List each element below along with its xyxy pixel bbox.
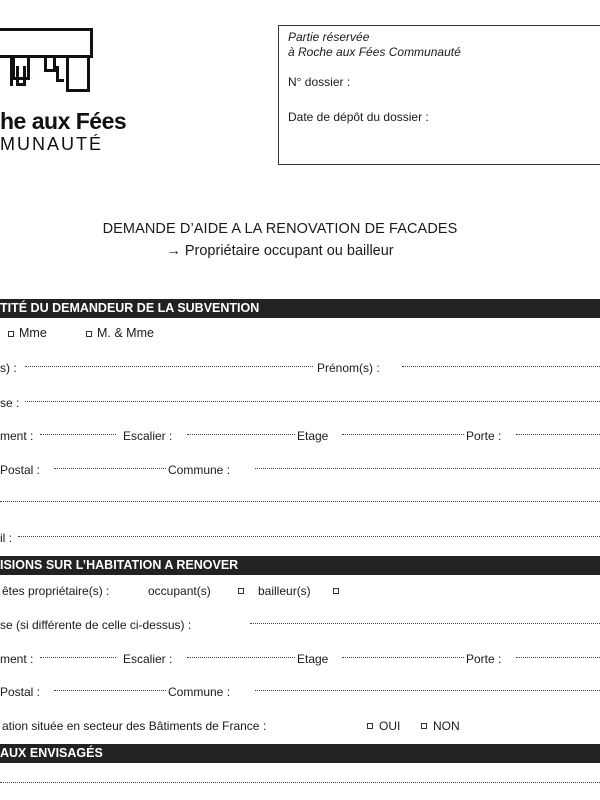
nom-input[interactable] xyxy=(25,366,313,367)
housing-postal-label: Postal : xyxy=(0,685,41,699)
housing-address-row xyxy=(0,617,600,633)
etage-input[interactable] xyxy=(342,434,464,435)
address-row xyxy=(0,395,600,411)
occupant-checkbox[interactable] xyxy=(238,588,244,594)
batiment-label: ment : xyxy=(0,429,34,443)
escalier-label: Escalier : xyxy=(123,429,173,443)
deposit-date-field[interactable]: Date de dépôt du dossier : xyxy=(288,110,429,124)
dossier-number-field[interactable]: N° dossier : xyxy=(288,75,351,89)
etage-label: Etage xyxy=(297,429,329,443)
porte-label: Porte : xyxy=(466,429,502,443)
heritage-sector-row xyxy=(0,718,600,734)
batiment-input[interactable] xyxy=(40,434,116,435)
logo-mark-col xyxy=(44,58,56,72)
email-row xyxy=(0,530,600,546)
housing-etage-input[interactable] xyxy=(342,657,464,658)
checkbox-icon[interactable] xyxy=(86,331,92,337)
prenom-input[interactable] xyxy=(402,366,600,367)
reserved-title: Partie réservée xyxy=(288,30,370,44)
civility-mme-option[interactable]: Mme xyxy=(8,325,47,341)
section-header-housing: ISIONS SUR L’HABITATION A RENOVER xyxy=(0,556,600,575)
bailleur-label: bailleur(s) xyxy=(258,584,311,598)
proprietaire-label: êtes propriétaire(s) : xyxy=(2,584,110,598)
civility-m-mme-option[interactable]: M. & Mme xyxy=(86,325,154,341)
works-input[interactable] xyxy=(0,782,600,783)
secteur-label: ation située en secteur des Bâtiments de France : xyxy=(2,719,267,733)
bailleur-checkbox[interactable] xyxy=(333,588,339,594)
logo-mark-inner xyxy=(16,66,26,86)
housing-adresse-label: se (si différente de celle ci-dessus) : xyxy=(0,618,192,632)
postal-row xyxy=(0,462,600,478)
housing-porte-input[interactable] xyxy=(516,657,600,658)
adresse-label: se : xyxy=(0,396,20,410)
occupant-label: occupant(s) xyxy=(148,584,211,598)
mail-label: il : xyxy=(0,531,12,545)
housing-adresse-input[interactable] xyxy=(250,623,600,624)
porte-input[interactable] xyxy=(516,434,600,435)
document-title: DEMANDE D’AIDE A LA RENOVATION DE FACADES xyxy=(102,221,458,237)
owner-type-row xyxy=(0,583,600,599)
logo-subtitle: MUNAUTÉ xyxy=(0,134,103,154)
prenom-label: Prénom(s) : xyxy=(317,361,380,375)
section-header-works: AUX ENVISAGÉS xyxy=(0,744,600,763)
logo-mark-inner xyxy=(56,66,64,82)
mail-input[interactable] xyxy=(18,536,600,537)
housing-commune-input[interactable] xyxy=(255,690,600,691)
non-checkbox[interactable] xyxy=(421,723,427,729)
civility-row xyxy=(0,325,600,341)
oui-checkbox[interactable] xyxy=(367,723,373,729)
logo-mark-inner xyxy=(2,58,13,86)
housing-porte-label: Porte : xyxy=(466,652,502,666)
commune-input[interactable] xyxy=(255,468,600,469)
oui-label: OUI xyxy=(379,719,401,733)
adresse-input[interactable] xyxy=(25,401,600,402)
document-subtitle: → Propriétaire occupant ou bailleur xyxy=(166,243,394,259)
housing-building-row xyxy=(0,651,600,667)
phone-input[interactable] xyxy=(0,501,600,502)
logo-name: he aux Fées xyxy=(0,108,127,134)
reserved-subtitle: à Roche aux Fées Communauté xyxy=(288,45,461,59)
commune-label: Commune : xyxy=(168,463,231,477)
housing-commune-label: Commune : xyxy=(168,685,231,699)
postal-input[interactable] xyxy=(54,468,166,469)
housing-postal-row xyxy=(0,684,600,700)
works-row xyxy=(0,776,600,792)
logo-mark-top xyxy=(0,28,93,58)
nom-label: s) : xyxy=(0,361,17,375)
housing-escalier-label: Escalier : xyxy=(123,652,173,666)
postal-label: Postal : xyxy=(0,463,41,477)
escalier-input[interactable] xyxy=(187,434,295,435)
housing-etage-label: Etage xyxy=(297,652,329,666)
checkbox-icon[interactable] xyxy=(8,331,14,337)
reserved-box xyxy=(278,25,600,165)
housing-postal-input[interactable] xyxy=(54,690,166,691)
section-header-applicant: TITÉ DU DEMANDEUR DE LA SUBVENTION xyxy=(0,299,600,318)
non-label: NON xyxy=(433,719,460,733)
phone-row xyxy=(0,495,600,511)
logo-mark-col xyxy=(66,58,90,92)
housing-batiment-input[interactable] xyxy=(40,657,116,658)
housing-escalier-input[interactable] xyxy=(187,657,295,658)
housing-batiment-label: ment : xyxy=(0,652,34,666)
name-row xyxy=(0,360,600,376)
building-row xyxy=(0,428,600,444)
